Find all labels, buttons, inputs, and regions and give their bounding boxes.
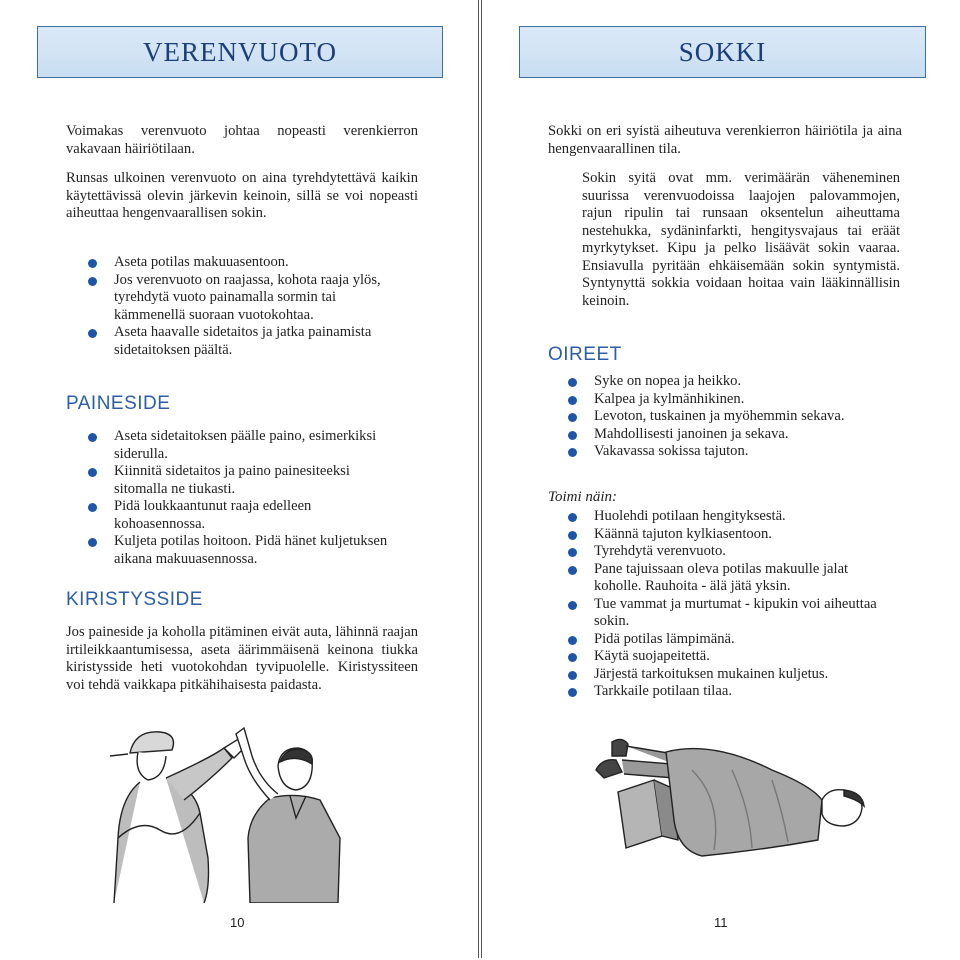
list-item: Pane tajuissaan oleva potilas makuulle jalat koholle. Rauhoita - älä jätä yksin.: [568, 561, 878, 596]
list-item: Tyrehdytä verenvuoto.: [568, 543, 878, 561]
paineside-list: [88, 428, 388, 568]
bullet-icon: [568, 636, 577, 645]
causes-paragraph: Sokin syitä ovat mm. verimäärän väheneminen suurissa verenvuodoissa laajojen palovammojen, rajun ripulin tai runsaan oksentelun aiheuttama nestehukka, sydäninfarkti, hengitysvajaus tai eräät myrkytykset. Kipu ja pelko lisäävät sokin vaaraa. Ensiavulla pyritään ehkäisemään sokin syntymistä. Syntynyttä sokkia voidaan hoitaa vain lääkinnällisin keinoin.: [582, 170, 900, 309]
intro-text: Voimakas verenvuoto johtaa nopeasti verenkierron vakavaan häiriötilaan.: [66, 123, 418, 157]
bullet-icon: [88, 277, 97, 286]
shock-position-illustration: [582, 730, 882, 870]
list-item: Tarkkaile potilaan tilaa.: [568, 683, 878, 701]
list-item: Kalpea ja kylmänhikinen.: [568, 391, 868, 409]
kiristysside-text: Jos paineside ja koholla pitäminen eivät auta, lähinnä raajan irtileikkaantumisessa, aseta äärimmäisenä keinona tiukka kiristysside heti vuotokohdan tyvipuolelle. Kiristyssiteen voi tehdä vaikkapa pitkähihaisesta paidasta.: [66, 624, 418, 693]
bullet-icon: [568, 378, 577, 387]
list-item: Aseta sidetaitoksen päälle paino, esimerkiksi siderulla.: [88, 428, 388, 463]
list-item: Huolehdi potilaan hengityksestä.: [568, 508, 878, 526]
bullet-icon: [88, 468, 97, 477]
page-number: 11: [714, 915, 728, 930]
list-item: Jos verenvuoto on raajassa, kohota raaja ylös, tyrehdytä vuoto painamalla sormin tai kämmenellä suoraan vuotokohtaa.: [88, 272, 388, 325]
list-item: Aseta haavalle sidetaitos ja jatka painamista sidetaitoksen päältä.: [88, 324, 388, 359]
list-item: Tue vammat ja murtumat - kipukin voi aiheuttaa sokin.: [568, 596, 878, 631]
bullet-icon: [88, 259, 97, 268]
symptoms-list: [568, 373, 868, 461]
bleeding-paragraph: Runsas ulkoinen verenvuoto on aina tyrehdytettävä kaikin käytettävissä olevin järkevin keinoin, sillä se voi nopeasti aiheuttaa hengenvaarallisen sokin.: [66, 170, 418, 221]
toimi-heading: Toimi näin:: [548, 489, 618, 505]
bullet-icon: [88, 503, 97, 512]
section-heading-oireet: OIREET: [548, 344, 622, 365]
bullet-icon: [568, 601, 577, 610]
section-heading-paineside: PAINESIDE: [66, 393, 171, 414]
bullet-icon: [568, 688, 577, 697]
actions-list: [568, 508, 878, 701]
right-page: [481, 0, 960, 958]
list-item: Pidä potilas lämpimänä.: [568, 631, 878, 649]
bullet-icon: [568, 566, 577, 575]
page-title-sokki: SOKKI: [519, 26, 926, 78]
first-aid-list: [88, 254, 388, 359]
list-item: Käännä tajuton kylkiasentoon.: [568, 526, 878, 544]
bullet-icon: [568, 396, 577, 405]
bullet-icon: [568, 513, 577, 522]
list-item: Vakavassa sokissa tajuton.: [568, 443, 868, 461]
list-item: Levoton, tuskainen ja myöhemmin sekava.: [568, 408, 868, 426]
page-title-verenvuoto: VERENVUOTO: [37, 26, 443, 78]
left-page: [0, 0, 479, 958]
list-item: Kiinnitä sidetaitos ja paino painesiteeksi sitomalla ne tiukasti.: [88, 463, 388, 498]
bullet-icon: [88, 433, 97, 442]
list-item: Pidä loukkaantunut raaja edelleen kohoasennossa.: [88, 498, 388, 533]
list-item: Käytä suojapeitettä.: [568, 648, 878, 666]
list-item: Kuljeta potilas hoitoon. Pidä hänet kuljetuksen aikana makuuasennossa.: [88, 533, 388, 568]
bullet-icon: [568, 548, 577, 557]
list-item: Aseta potilas makuuasentoon.: [88, 254, 388, 272]
bullet-icon: [568, 531, 577, 540]
bullet-icon: [568, 431, 577, 440]
bullet-icon: [88, 538, 97, 547]
bullet-icon: [568, 448, 577, 457]
bullet-icon: [88, 329, 97, 338]
list-item: Järjestä tarkoituksen mukainen kuljetus.: [568, 666, 878, 684]
section-heading-kiristysside: KIRISTYSSIDE: [66, 589, 203, 610]
bullet-icon: [568, 413, 577, 422]
page-number: 10: [230, 915, 245, 930]
bullet-icon: [568, 653, 577, 662]
list-item: Mahdollisesti janoinen ja sekava.: [568, 426, 868, 444]
intro-text: Sokki on eri syistä aiheutuva verenkierron häiriötila ja aina hengenvaarallinen tila.: [548, 123, 902, 157]
bullet-icon: [568, 671, 577, 680]
list-item: Syke on nopea ja heikko.: [568, 373, 868, 391]
bleeding-arm-raised-illustration: [100, 718, 370, 903]
